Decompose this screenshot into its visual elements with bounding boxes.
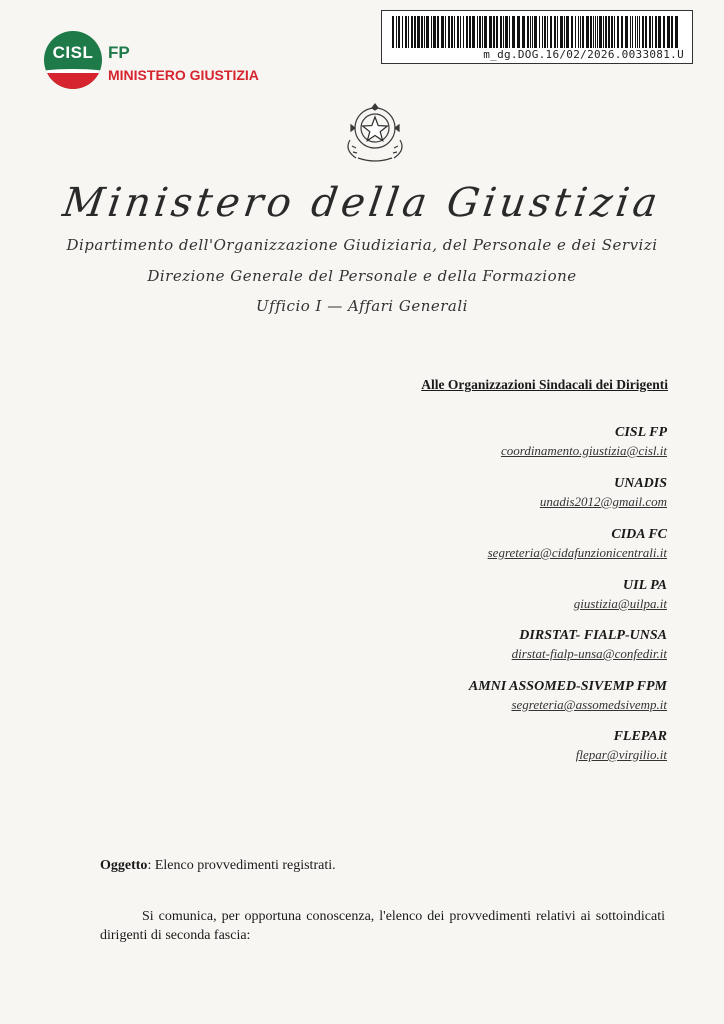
cisl-fp-logo: [44, 31, 284, 91]
recipient-block: [488, 526, 667, 562]
recipient-block: [469, 678, 667, 714]
recipient-email[interactable]: segreteria@cidafunzionicentrali.it: [487, 545, 667, 560]
department-name: Dipartimento dell'Organizzazione Giudiziaria, del Personale e dei Servizi: [66, 236, 658, 254]
logo-subtitle: MINISTERO GIUSTIZIA: [108, 67, 259, 83]
recipient-org: CIDA FC: [611, 527, 667, 542]
recipient-email[interactable]: unadis2012@gmail.com: [539, 494, 667, 509]
recipient-org: AMNI ASSOMED-SIVEMP FPM: [468, 679, 667, 694]
recipient-email[interactable]: segreteria@assomedsivemp.it: [511, 697, 667, 712]
subject-label: Oggetto: [100, 858, 148, 873]
direction-name: Direzione Generale del Personale e della Formazione: [147, 267, 577, 285]
recipient-email[interactable]: flepar@virgilio.it: [575, 747, 667, 762]
protocol-stamp: [381, 10, 693, 64]
recipient-org: UNADIS: [614, 476, 667, 491]
recipient-block: [576, 728, 667, 764]
recipient-block: [501, 424, 667, 460]
recipient-email[interactable]: coordinamento.giustizia@cisl.it: [500, 443, 667, 458]
recipient-block: [574, 577, 667, 613]
protocol-code: m_dg.DOG.16/02/2026.0033081.U: [483, 48, 684, 61]
recipient-block: [540, 475, 667, 511]
recipient-block: [512, 627, 667, 663]
ministry-title: Ministero della Giustizia: [59, 180, 664, 226]
body-paragraph: Si comunica, per opportuna conoscenza, l'elenco dei provvedimenti relativi ai sottoindicati dirigenti di seconda fascia:: [100, 909, 665, 943]
subject-line: Oggetto: Elenco provvedimenti registrati.: [100, 858, 336, 873]
barcode-icon: [392, 16, 682, 48]
recipient-email[interactable]: giustizia@uilpa.it: [573, 596, 667, 611]
republic-emblem-icon: [340, 100, 410, 164]
recipient-org: FLEPAR: [613, 729, 667, 744]
recipients-heading: Alle Organizzazioni Sindacali dei Dirigenti: [421, 377, 668, 392]
office-name: Ufficio I — Affari Generali: [256, 297, 468, 315]
subject-text: Elenco provvedimenti registrati.: [154, 858, 336, 873]
recipient-org: UIL PA: [623, 578, 667, 593]
recipient-email[interactable]: dirstat-fialp-unsa@confedir.it: [511, 646, 667, 661]
recipient-org: DIRSTAT- FIALP-UNSA: [519, 628, 667, 643]
cisl-logo-icon: [44, 31, 102, 89]
recipient-org: CISL FP: [615, 425, 667, 440]
logo-suffix: FP: [108, 43, 130, 62]
logo-name: CISL: [52, 43, 94, 62]
